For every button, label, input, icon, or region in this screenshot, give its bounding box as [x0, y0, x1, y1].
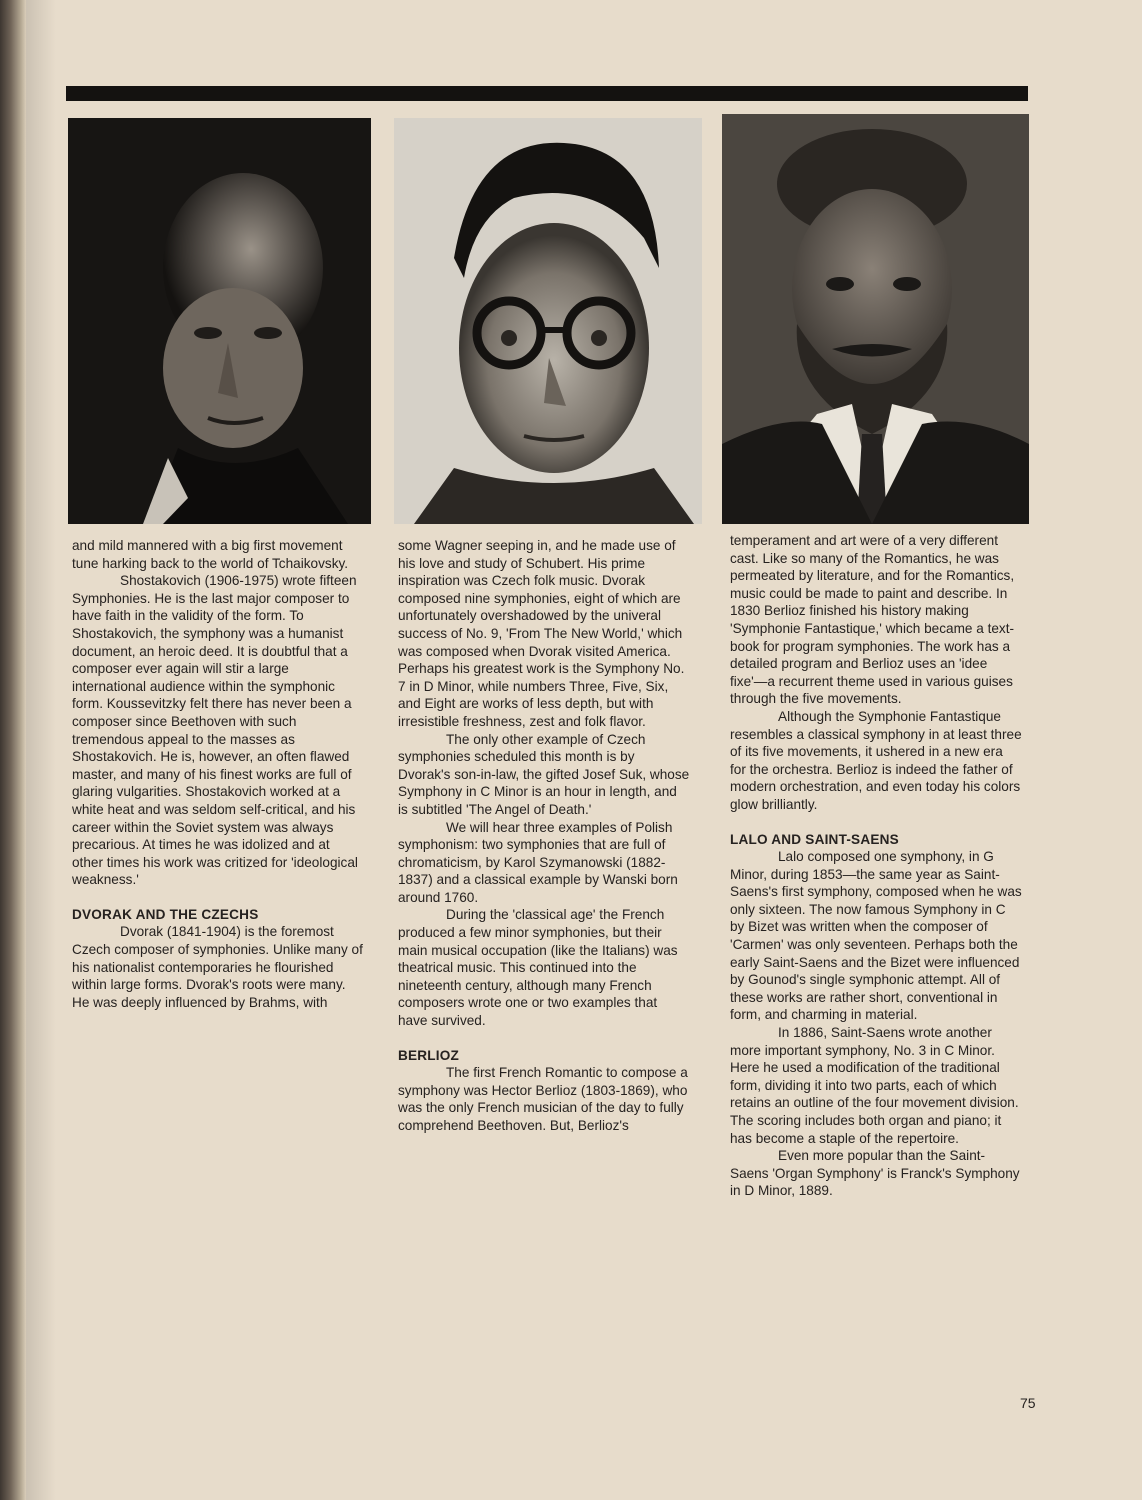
paragraph: Lalo composed one symphony, in G Minor, during 1853—the same year as Saint-Saens's first symphony, composed when he was only sixteen. The now famous Symphony in C by Bizet was written when the composer of 'Carmen' was only seventeen. Perhaps both the early Saint-Saens and the Bizet were influenced by Gounod's single symphonic attempt. All of these works are rather short, conventional in form, and charming in material.	[730, 849, 1022, 1023]
paragraph: Dvorak (1841-1904) is the foremost Czech composer of symphonies. Unlike many of his nationalist contemporaries he flourished within large forms. Dvorak's roots were many. He was deeply influenced by Brahms, with	[72, 924, 363, 1010]
paragraph: some Wagner seeping in, and he made use of his love and study of Schubert. His prime inspiration was Czech folk music. Dvorak composed nine symphonies, eight of which are unfortunately overshadowed by the univeral success of No. 9, 'From The New World,' which was composed when Dvorak visited America. Perhaps his greatest work is the Symphony No. 7 in D Minor, while numbers Three, Five, Six, and Eight are works of less depth, but with irresistible freshness, zest and folk flavor.	[398, 538, 685, 729]
paragraph: The only other example of Czech symphonies scheduled this month is by Dvorak's son-in-law, the gifted Josef Suk, whose Symphony in C Minor is an hour in length, and is subtitled 'The Angel of Death.'	[398, 731, 690, 817]
section-heading-lalo-saint-saens: LALO AND SAINT-SAENS	[730, 831, 899, 847]
paragraph: We will hear three examples of Polish symphonism: two symphonies that are full of chromaticism, by Karol Szymanowski (1882-1837) and a classical example by Wanski born around 1760.	[398, 819, 678, 905]
composer-portrait-center	[394, 118, 702, 524]
paragraph: temperament and art were of a very different cast. Like so many of the Romantics, he was permeated by literature, and for the Romantics, music could be made to paint and describe. In 1830 Berlioz finished his history making 'Symphonie Fantastique,' which became a text-book for program symphonies. The work has a detailed program and Berlioz uses an 'idee fixe'—a recurrent theme used in various guises through the five movements.	[730, 533, 1015, 707]
paragraph: Shostakovich (1906-1975) wrote fifteen Symphonies. He is the last major composer to have faith in the validity of the form. To Shostakovich, the symphony was a humanist document, an heroic deed. It is doubtful that a composer ever again will stir a large international audience within the symphonic form. Koussevitzky felt there has never been a composer since Beethoven with such tremendous appeal to the masses as Shostakovich. He is, however, an often flawed master, and many of his finest works are full of glaring vulgarities. Shostakovich worked at a white heat and was seldom self-critical, and his career within the Soviet system was always precarious. At times he was idolized and at other times his work was critized for 'ideological weakness.'	[72, 573, 358, 888]
text-column-2	[398, 537, 690, 1135]
paragraph: The first French Romantic to compose a symphony was Hector Berlioz (1803-1869), who was the only French musician of the day to fully comprehend Beethoven. But, Berlioz's	[398, 1065, 688, 1133]
text-column-3	[730, 532, 1022, 1200]
page-number: 75	[1020, 1395, 1036, 1411]
paragraph: Even more popular than the Saint-Saens 'Organ Symphony' is Franck's Symphony in D Minor, 1889.	[730, 1148, 1020, 1199]
composer-portrait-left	[68, 118, 371, 524]
paragraph: During the 'classical age' the French produced a few minor symphonies, but their main musical occupation (like the Italians) was theatrical music. This continued into the nineteenth century, although many French composers wrote one or two examples that have survived.	[398, 907, 678, 1029]
composer-portrait-right	[722, 114, 1029, 524]
text-column-1	[72, 537, 364, 1011]
paragraph: and mild mannered with a big first movement tune harking back to the world of Tchaikovsky.	[72, 538, 349, 571]
portrait-right-drawing	[722, 114, 1029, 524]
portrait-center-drawing	[394, 118, 702, 524]
paragraph: Although the Symphonie Fantastique resembles a classical symphony in at least three of its five movements, it ushered in a new era for the orchestra. Berlioz is indeed the father of modern orchestration, and even today his colors glow brilliantly.	[730, 708, 1022, 812]
section-heading-dvorak: DVORAK AND THE CZECHS	[72, 906, 259, 922]
gutter-shadow	[26, 0, 56, 1500]
paragraph: In 1886, Saint-Saens wrote another more important symphony, No. 3 in C Minor. Here he used a modification of the traditional form, dividing it into two parts, each of which retains an outline of the four movement division. The scoring includes both organ and piano; it has become a staple of the repertoire.	[730, 1025, 1019, 1146]
portrait-left-drawing	[68, 118, 371, 524]
top-black-rule	[66, 86, 1028, 101]
section-heading-berlioz: BERLIOZ	[398, 1047, 460, 1063]
page-binding-edge	[0, 0, 26, 1500]
